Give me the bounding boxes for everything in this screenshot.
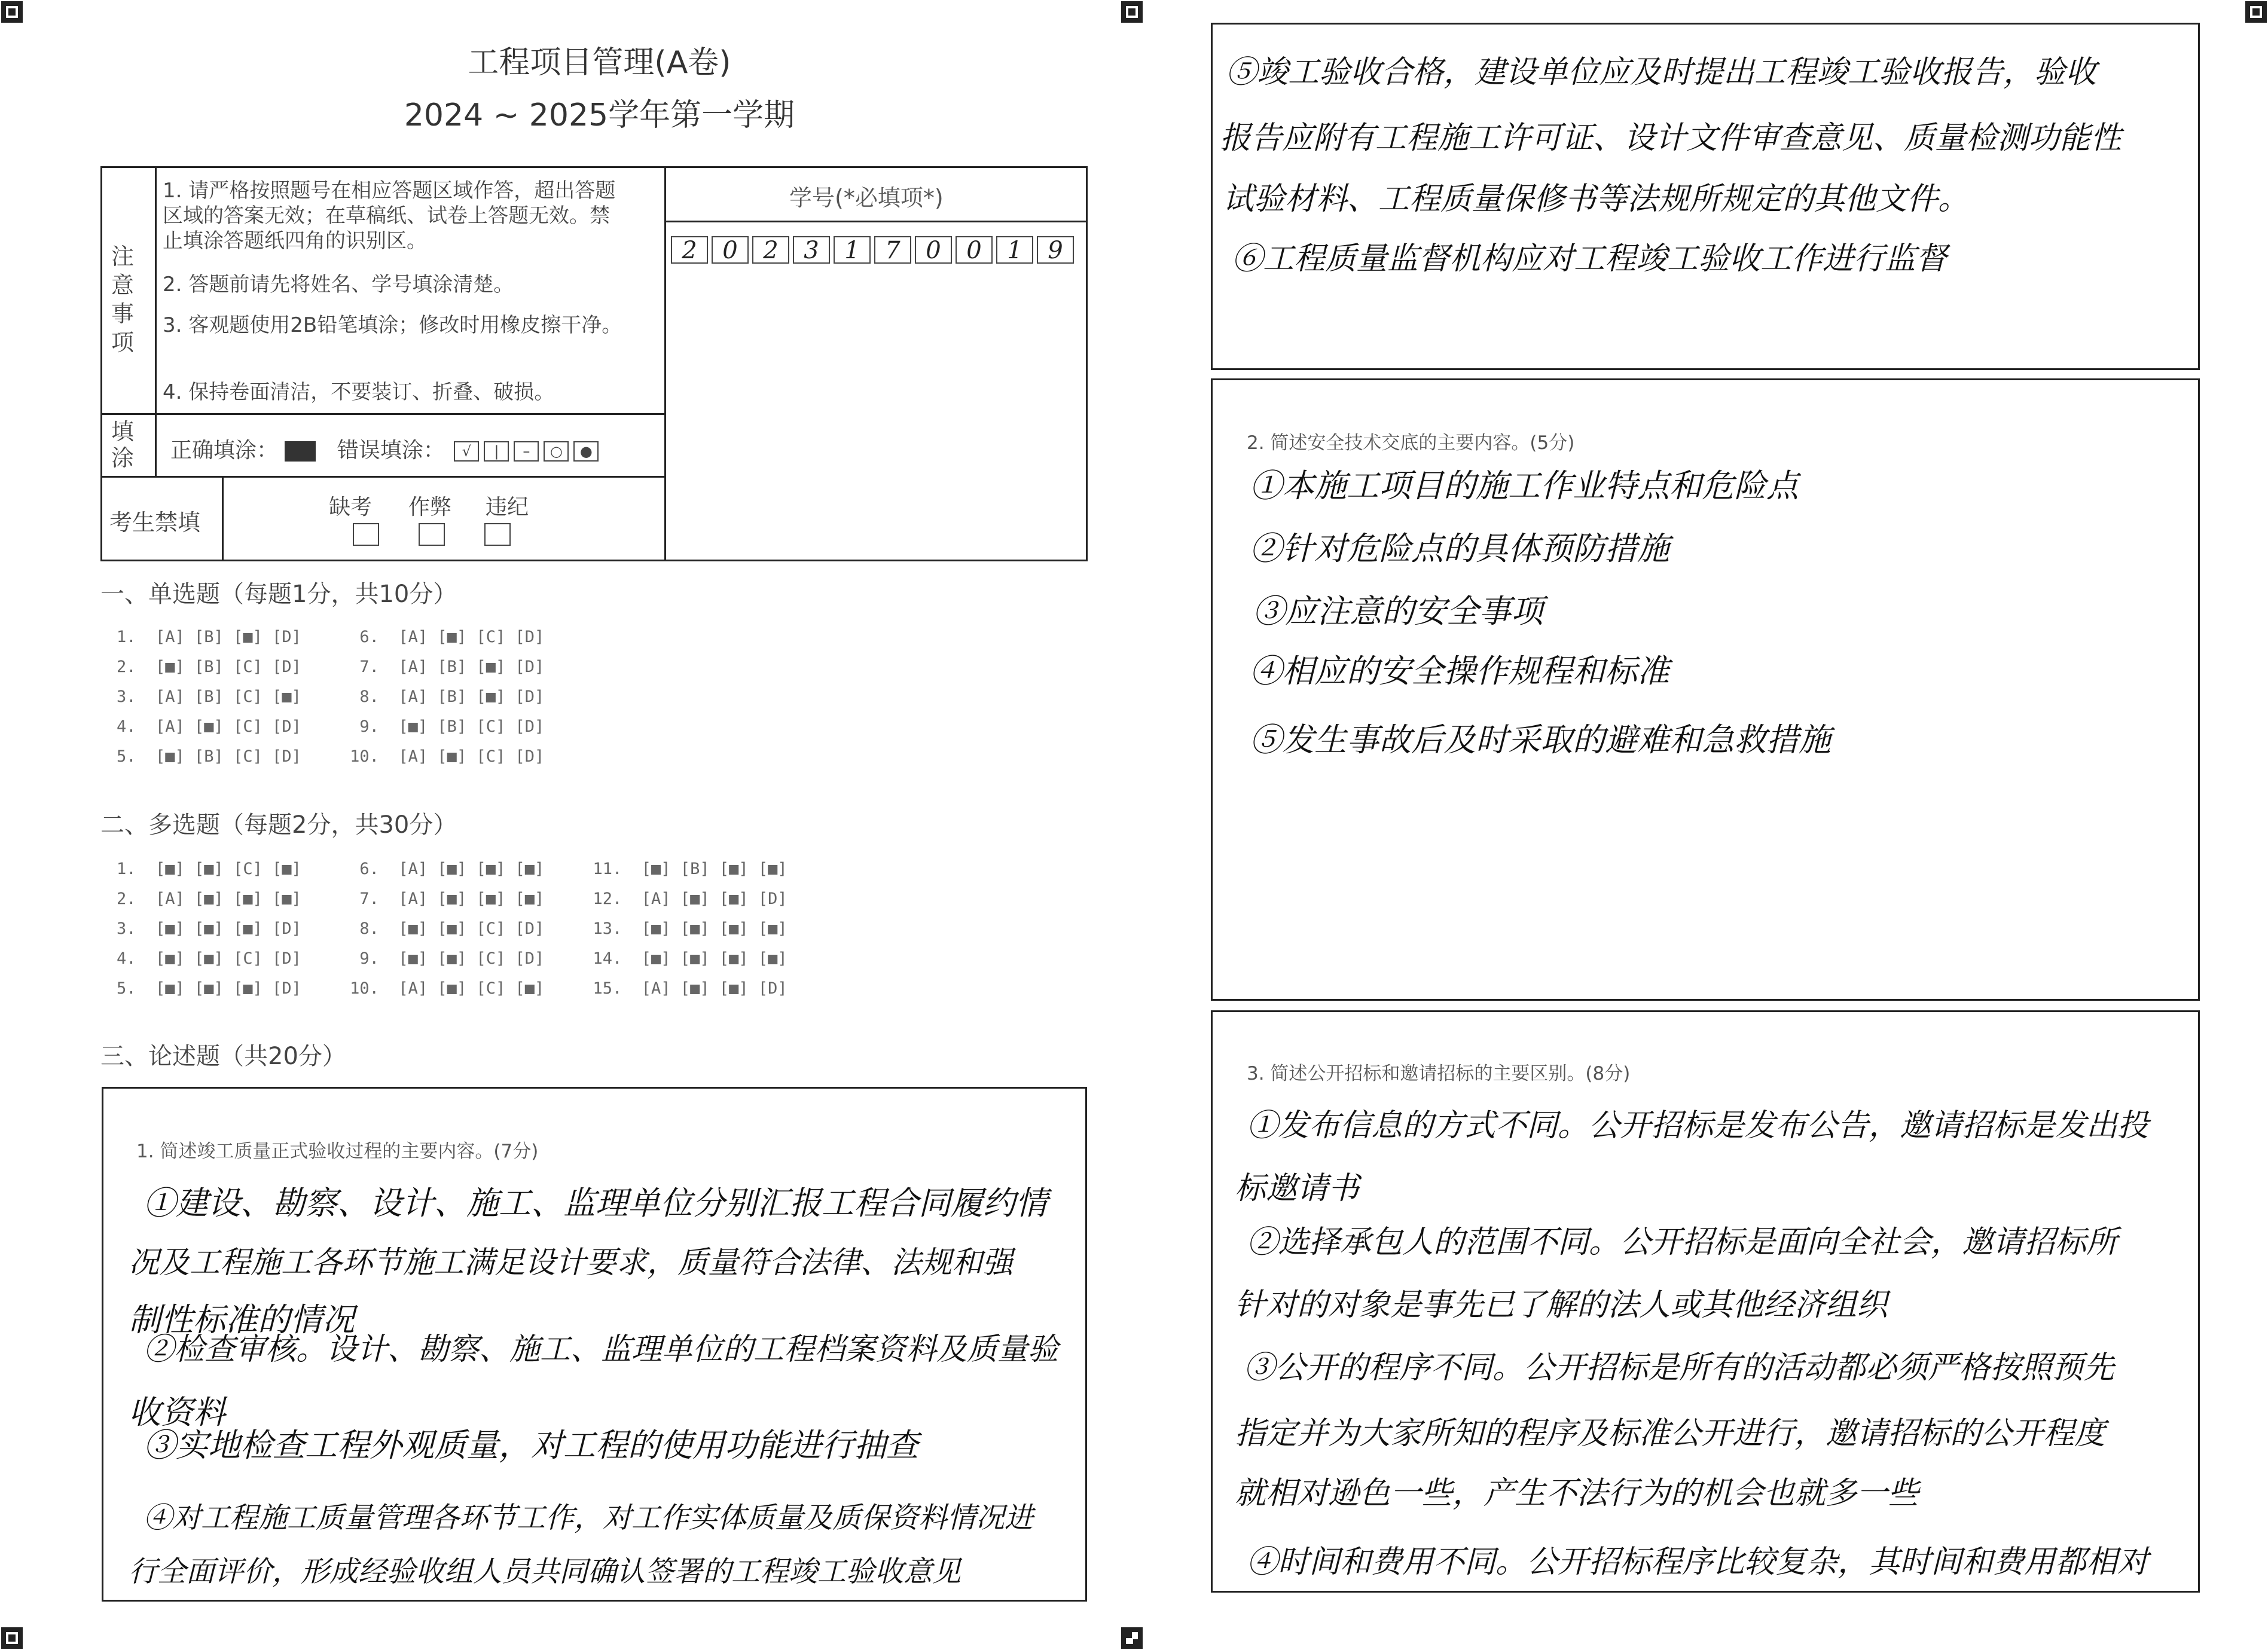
- q2-answer-line: ①本施工项目的施工作业特点和危险点: [1250, 467, 1799, 505]
- wrong-circle-icon: ○: [544, 441, 569, 462]
- q1-continued-line: ⑤竣工验收合格，建设单位应及时提出工程竣工验收报告，验收: [1226, 54, 2097, 90]
- q2-answer-line: ③应注意的安全事项: [1253, 592, 1543, 630]
- fill-label: 填涂: [111, 418, 134, 471]
- q1-answer-line: ④对工程施工质量管理各环节工作，对工作实体质量及质保资料情况进: [144, 1501, 1034, 1535]
- single-choice-row[interactable]: 5. [■] [B] [C] [D] 10. [A] [■] [C] [D]: [117, 747, 545, 766]
- q1-title: 1. 简述竣工质量正式验收过程的主要内容。(7分): [136, 1141, 539, 1162]
- q3-answer-line: 标邀请书: [1235, 1171, 1360, 1206]
- q3-title: 3. 简述公开招标和邀请招标的主要区别。(8分): [1247, 1063, 1631, 1084]
- instruction-2: 2. 答题前请先将姓名、学号填涂清楚。: [163, 273, 514, 297]
- wrong-dot-icon: ●: [573, 441, 599, 462]
- single-choice-row[interactable]: 4. [A] [■] [C] [D] 9. [■] [B] [C] [D]: [117, 717, 545, 736]
- q1-continued-line: ⑥工程质量监督机构应对工程竣工验收工作进行监督: [1232, 241, 1948, 277]
- q3-answer-line: 指定并为大家所知的程序及标准公开进行，邀请招标的公开程度: [1235, 1416, 2106, 1452]
- cheat-checkbox[interactable]: [419, 523, 445, 546]
- corner-marker-bottom-left: [0, 1626, 24, 1650]
- id-bubble-grid[interactable]: [671, 275, 1077, 544]
- examiner-label: 考生禁填: [109, 509, 201, 536]
- q3-answer-line: ②选择承包人的范围不同。公开招标是面向全社会，邀请招标所: [1247, 1224, 2118, 1260]
- single-choice-row[interactable]: 2. [■] [B] [C] [D] 7. [A] [B] [■] [D]: [117, 658, 545, 676]
- fill-examples: [170, 433, 601, 464]
- corner-marker-top-right: [2244, 0, 2268, 24]
- id-digit: 3: [793, 236, 830, 264]
- id-digit: 1: [834, 236, 871, 264]
- q1-continued-line: 试验材料、工程质量保修书等法规所规定的其他文件。: [1223, 181, 1970, 217]
- multi-choice-row[interactable]: 3. [■] [■] [■] [D] 8. [■] [■] [C] [D] 13. [■] [■] [■] [■]: [117, 919, 787, 938]
- exam-semester: 2024 ~ 2025学年第一学期: [404, 97, 795, 133]
- single-choice-row[interactable]: 1. [A] [B] [■] [D] 6. [A] [■] [C] [D]: [117, 628, 545, 646]
- id-digit: 9: [1037, 236, 1074, 264]
- q1-answer-line: 况及工程施工各环节施工满足设计要求，质量符合法律、法规和强: [129, 1245, 1014, 1281]
- q3-answer-line: ③公开的程序不同。公开招标是所有的活动都必须严格按照预先: [1244, 1350, 2115, 1386]
- q2-answer-line: ⑤发生事故后及时采取的避难和急救措施: [1250, 721, 1831, 759]
- violation-checkbox[interactable]: [484, 523, 511, 546]
- instruction-4: 4. 保持卷面清洁，不要装订、折叠、破损。: [163, 380, 555, 404]
- q1-answer-line: 行全面评价，形成经验收组人员共同确认签署的工程竣工验收意见: [129, 1555, 961, 1588]
- q3-answer-line: 针对的对象是事先已了解的法人或其他经济组织: [1235, 1287, 1888, 1323]
- q1-answer-line: ②检查审核。设计、勘察、施工、监理单位的工程档案资料及质量验: [144, 1332, 1059, 1367]
- correct-fill-label: 正确填涂：: [170, 438, 279, 463]
- multi-choice-row[interactable]: 4. [■] [■] [C] [D] 9. [■] [■] [C] [D] 14. [■] [■] [■] [■]: [117, 949, 787, 968]
- q3-answer-line: ④时间和费用不同。公开招标程序比较复杂，其时间和费用都相对: [1247, 1544, 2149, 1580]
- corner-marker-top-left: [0, 0, 24, 24]
- id-digit: 0: [915, 236, 952, 264]
- instruction-1: 1. 请严格按照题号在相应答题区域作答，超出答题区域的答案无效；在草稿纸、试卷上答题无效。禁止填涂答题纸四角的识别区。: [163, 179, 616, 253]
- id-digit: 2: [671, 236, 708, 264]
- id-digit: 0: [712, 236, 749, 264]
- id-digit: 1: [996, 236, 1033, 264]
- cheat-label: 作弊: [408, 495, 452, 520]
- absent-checkbox[interactable]: [353, 523, 379, 546]
- id-digit: 0: [956, 236, 993, 264]
- wrong-check-icon: √: [454, 441, 479, 462]
- multi-choice-row[interactable]: 5. [■] [■] [■] [D] 10. [A] [■] [C] [■] 15. [A] [■] [■] [D]: [117, 979, 787, 998]
- student-id-label: 学号(*必填项*): [789, 185, 944, 211]
- id-digit: 7: [874, 236, 911, 264]
- q1-answer-line: ③实地检查工程外观质量，对工程的使用功能进行抽查: [144, 1426, 918, 1464]
- q1-answer-line: 收资料: [129, 1394, 225, 1431]
- q1-continued-line: 报告应附有工程施工许可证、设计文件审查意见、质量检测功能性: [1220, 120, 2122, 156]
- multi-choice-row[interactable]: 2. [A] [■] [■] [■] 7. [A] [■] [■] [■] 12. [A] [■] [■] [D]: [117, 890, 787, 908]
- exam-title: 工程项目管理(A卷): [468, 45, 731, 81]
- q2-answer-line: ②针对危险点的具体预防措施: [1250, 530, 1669, 567]
- q1-answer-line: ①建设、勘察、设计、施工、监理单位分别汇报工程合同履约情: [144, 1184, 1048, 1222]
- violation-label: 违纪: [486, 495, 529, 520]
- absent-label: 缺考: [329, 495, 373, 520]
- q3-answer-line: ①发布信息的方式不同。公开招标是发布公告，邀请招标是发出投: [1247, 1108, 2149, 1144]
- section-single-choice: 一、单选题（每题1分，共10分）: [100, 580, 457, 608]
- wrong-dash-icon: –: [514, 441, 539, 462]
- q3-answer-line: 就相对逊色一些，产生不法行为的机会也就多一些: [1235, 1475, 1919, 1511]
- section-multi-choice: 二、多选题（每题2分，共30分）: [100, 811, 457, 839]
- q1-answer-line: 制性标准的情况: [129, 1301, 355, 1339]
- single-choice-row[interactable]: 3. [A] [B] [C] [■] 8. [A] [B] [■] [D]: [117, 688, 545, 706]
- corner-marker-bottom-center: [1120, 1626, 1144, 1650]
- q2-answer-line: ④相应的安全操作规程和标准: [1250, 652, 1669, 690]
- multi-choice-row[interactable]: 1. [■] [■] [C] [■] 6. [A] [■] [■] [■] 11. [■] [B] [■] [■]: [117, 860, 787, 878]
- wrong-bar-icon: |: [484, 441, 509, 462]
- corner-marker-top-center: [1120, 0, 1144, 24]
- notice-label: 注意事项: [111, 243, 134, 356]
- instruction-3: 3. 客观题使用2B铅笔填涂；修改时用橡皮擦干净。: [163, 313, 622, 337]
- q2-title: 2. 简述安全技术交底的主要内容。(5分): [1247, 432, 1575, 454]
- section-essay: 三、论述题（共20分）: [100, 1043, 346, 1070]
- correct-fill-mark: [285, 441, 316, 462]
- wrong-fill-label: 错误填涂：: [337, 438, 445, 463]
- id-digit: 2: [752, 236, 789, 264]
